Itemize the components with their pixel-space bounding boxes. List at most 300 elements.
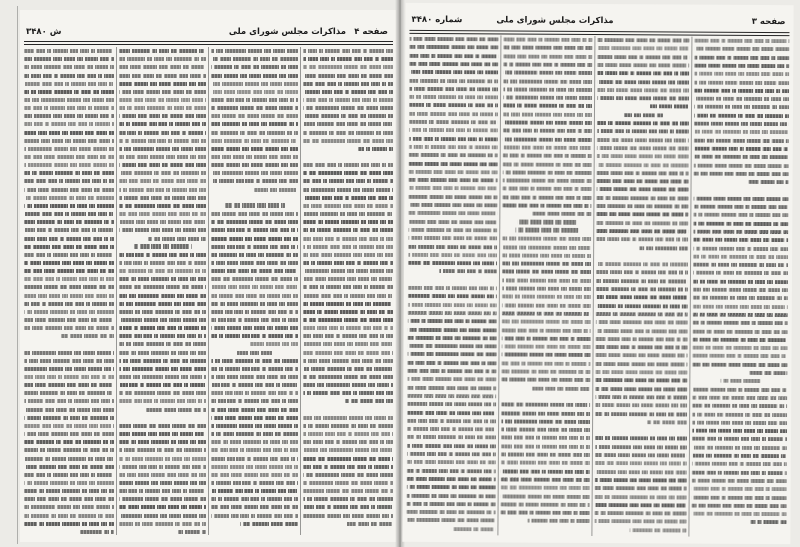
text-line	[119, 505, 206, 509]
text-line	[629, 528, 686, 532]
text-line	[211, 318, 298, 322]
text-line	[409, 70, 498, 75]
text-line	[694, 146, 789, 151]
text-line	[211, 448, 298, 452]
text-line	[211, 497, 298, 501]
text-line	[303, 285, 393, 289]
text-line	[692, 404, 787, 409]
text-line	[211, 220, 298, 224]
text-line	[408, 327, 497, 332]
text-line	[24, 310, 114, 314]
text-line	[597, 88, 689, 93]
text-line	[692, 512, 787, 517]
text-line	[408, 319, 497, 324]
text-line	[119, 163, 206, 167]
text-line	[211, 74, 298, 78]
text-line	[24, 375, 114, 379]
text-line	[24, 424, 114, 428]
text-column	[406, 35, 498, 536]
text-line	[24, 204, 114, 208]
text-line	[693, 229, 788, 234]
text-line	[303, 82, 393, 86]
text-line	[303, 122, 393, 126]
text-line	[119, 497, 206, 501]
text-line	[694, 63, 789, 68]
text-line	[303, 351, 393, 355]
text-line	[303, 106, 393, 110]
text-line	[119, 90, 206, 94]
text-line	[24, 326, 114, 330]
text-line	[119, 522, 206, 526]
text-line	[502, 303, 591, 308]
text-line	[693, 337, 788, 342]
text-line	[303, 383, 393, 387]
text-line	[24, 82, 114, 86]
text-line	[595, 378, 687, 383]
text-line	[597, 46, 689, 51]
text-line	[211, 416, 298, 420]
text-line	[303, 196, 393, 200]
text-line	[595, 461, 687, 466]
text-line	[119, 171, 206, 175]
text-line	[24, 481, 114, 485]
text-line	[303, 318, 393, 322]
text-line	[409, 161, 498, 166]
text-line	[24, 171, 114, 175]
text-line	[119, 131, 206, 135]
text-line	[119, 261, 206, 265]
text-line	[148, 237, 206, 241]
text-line	[409, 62, 498, 67]
text-line	[649, 105, 689, 109]
text-line	[408, 228, 497, 233]
text-line	[24, 65, 114, 69]
text-line	[119, 196, 206, 200]
text-line	[502, 262, 591, 267]
text-line	[119, 375, 206, 379]
text-line	[694, 105, 789, 110]
text-line	[119, 440, 206, 444]
text-line	[303, 179, 393, 183]
text-line	[502, 270, 591, 275]
text-line	[24, 440, 114, 444]
text-line	[595, 503, 687, 508]
text-column	[303, 47, 393, 547]
text-line	[693, 304, 788, 309]
text-line	[597, 162, 689, 167]
text-line	[693, 205, 788, 210]
section-heading	[515, 228, 578, 233]
text-line	[303, 334, 393, 338]
text-line	[119, 432, 206, 436]
text-line	[119, 228, 206, 232]
text-line	[501, 428, 590, 433]
text-line	[303, 359, 393, 363]
text-line	[24, 196, 114, 200]
text-line	[303, 432, 393, 436]
text-line	[409, 145, 498, 150]
text-line	[503, 162, 592, 167]
text-line	[24, 294, 114, 298]
text-line	[119, 179, 206, 183]
text-line	[303, 49, 393, 53]
text-line	[596, 295, 688, 300]
text-line	[647, 420, 687, 424]
text-line	[408, 302, 497, 307]
text-line	[502, 345, 591, 350]
text-line	[502, 286, 591, 291]
text-line	[119, 65, 206, 69]
text-line	[407, 485, 496, 490]
text-line	[24, 514, 114, 518]
text-line	[595, 511, 687, 516]
text-line	[119, 351, 206, 355]
text-line	[693, 213, 788, 218]
text-line	[453, 527, 495, 531]
text-line	[409, 103, 498, 108]
text-line	[119, 367, 206, 371]
text-line	[501, 361, 590, 366]
text-line	[211, 269, 298, 273]
text-line	[24, 114, 114, 118]
text-line	[346, 522, 393, 526]
centered-line	[624, 113, 663, 117]
text-line	[693, 221, 788, 226]
text-line	[502, 295, 591, 300]
text-line	[211, 106, 298, 110]
text-line	[24, 277, 114, 281]
section-heading	[134, 244, 192, 249]
text-line	[501, 444, 590, 449]
text-line	[211, 237, 298, 241]
text-line	[303, 497, 393, 501]
text-line	[211, 57, 298, 61]
text-line	[303, 65, 393, 69]
text-line	[596, 337, 688, 342]
text-column	[119, 47, 206, 547]
text-line	[597, 154, 689, 159]
text-line	[303, 375, 393, 379]
text-line	[694, 171, 789, 176]
text-line	[502, 278, 591, 283]
text-line	[119, 457, 206, 461]
text-line	[119, 204, 206, 208]
text-line	[303, 261, 393, 265]
text-line	[119, 302, 206, 306]
issue-number: ش ۳۴۸۰	[26, 27, 62, 37]
text-line	[596, 212, 688, 217]
text-line	[596, 287, 688, 292]
text-line	[692, 470, 787, 475]
text-line	[409, 53, 498, 58]
text-line	[211, 122, 298, 126]
text-column	[211, 47, 298, 547]
text-line	[408, 211, 497, 216]
text-line	[24, 505, 114, 509]
text-line	[694, 72, 789, 77]
text-line	[303, 114, 393, 118]
text-line	[532, 212, 591, 216]
text-line	[692, 420, 787, 425]
text-line	[211, 432, 298, 436]
text-line	[597, 79, 689, 84]
text-line	[749, 180, 789, 184]
left-page-header	[20, 10, 396, 40]
text-line	[24, 522, 114, 526]
text-line	[303, 505, 393, 509]
text-line	[24, 163, 114, 167]
scan-edge	[17, 6, 18, 544]
text-line	[119, 391, 206, 395]
centered-line	[236, 351, 273, 355]
text-line	[24, 473, 114, 477]
text-line	[408, 253, 497, 258]
text-line	[407, 444, 496, 449]
text-line	[211, 481, 298, 485]
text-line	[303, 188, 393, 192]
text-line	[596, 237, 688, 242]
text-line	[409, 112, 498, 117]
text-line	[503, 79, 592, 84]
text-line	[119, 318, 206, 322]
text-line	[595, 353, 687, 358]
text-line	[211, 261, 298, 265]
text-line	[597, 146, 689, 151]
text-line	[503, 120, 592, 125]
text-line	[24, 74, 114, 78]
text-line	[409, 120, 498, 125]
text-line	[119, 285, 206, 289]
text-line	[595, 436, 687, 441]
text-line	[408, 311, 497, 316]
text-line	[24, 391, 114, 395]
text-line	[502, 203, 591, 208]
text-line	[303, 90, 393, 94]
text-line	[24, 147, 114, 151]
text-line	[211, 514, 298, 518]
text-line	[303, 245, 393, 249]
text-line	[303, 310, 393, 314]
text-line	[211, 359, 298, 363]
text-line	[119, 424, 206, 428]
text-line	[24, 489, 114, 493]
text-line	[503, 54, 592, 59]
text-line	[694, 155, 789, 160]
text-line	[503, 170, 592, 175]
text-line	[211, 163, 298, 167]
text-line	[119, 139, 206, 143]
text-line	[596, 221, 688, 226]
text-line	[24, 457, 114, 461]
text-line	[211, 391, 298, 395]
text-line	[594, 519, 686, 524]
text-line	[595, 370, 687, 375]
text-line	[597, 55, 689, 60]
text-line	[24, 261, 114, 265]
text-line	[692, 437, 787, 442]
text-line	[406, 518, 495, 523]
text-line	[407, 369, 496, 374]
text-line	[119, 399, 206, 403]
text-line	[119, 277, 206, 281]
text-line	[303, 367, 393, 371]
text-line	[501, 369, 590, 374]
text-line	[119, 106, 206, 110]
text-line	[119, 269, 206, 273]
text-line	[409, 128, 498, 133]
text-line	[24, 106, 114, 110]
left-page	[20, 10, 396, 542]
text-line	[345, 399, 393, 403]
text-line	[692, 429, 787, 434]
text-line	[211, 49, 298, 53]
text-line	[595, 387, 687, 392]
text-line	[595, 486, 687, 491]
text-line	[693, 246, 788, 251]
text-line	[24, 155, 114, 159]
text-line	[503, 62, 592, 67]
text-line	[501, 477, 590, 482]
text-line	[119, 74, 206, 78]
text-line	[146, 408, 206, 412]
text-column	[594, 36, 689, 537]
text-line	[119, 465, 206, 469]
text-line	[502, 245, 591, 250]
text-line	[24, 220, 114, 224]
text-line	[692, 487, 787, 492]
text-line	[24, 448, 114, 452]
text-line	[595, 453, 687, 458]
text-line	[119, 98, 206, 102]
text-line	[597, 171, 689, 176]
text-line	[503, 179, 592, 184]
centered-line	[720, 379, 760, 383]
text-line	[749, 371, 787, 375]
text-line	[527, 519, 589, 523]
text-line	[503, 71, 592, 76]
text-line	[211, 212, 298, 216]
text-line	[119, 310, 206, 314]
text-line	[408, 195, 497, 200]
text-line	[119, 489, 206, 493]
text-line	[407, 510, 496, 515]
text-line	[24, 408, 114, 412]
text-line	[694, 39, 789, 44]
text-line	[408, 261, 497, 266]
text-column	[24, 47, 114, 547]
text-line	[596, 196, 688, 201]
text-line	[211, 179, 298, 183]
right-page	[402, 3, 793, 544]
text-line	[303, 98, 393, 102]
text-line	[694, 80, 789, 85]
text-line	[595, 470, 687, 475]
text-line	[502, 195, 591, 200]
text-line	[693, 254, 788, 259]
text-line	[24, 367, 114, 371]
text-line	[119, 57, 206, 61]
text-line	[303, 131, 393, 135]
text-line	[211, 65, 298, 69]
text-line	[409, 45, 498, 50]
text-line	[211, 440, 298, 444]
text-line	[24, 269, 114, 273]
text-line	[24, 465, 114, 469]
text-line	[119, 448, 206, 452]
text-line	[24, 131, 114, 135]
text-line	[502, 328, 591, 333]
text-line	[211, 98, 298, 102]
text-line	[24, 497, 114, 501]
text-line	[407, 493, 496, 498]
text-line	[595, 411, 687, 416]
text-line	[408, 286, 497, 291]
text-line	[597, 71, 689, 76]
text-line	[24, 139, 114, 143]
text-line	[409, 178, 498, 183]
text-line	[24, 253, 114, 257]
text-line	[501, 461, 590, 466]
text-line	[503, 137, 592, 142]
text-line	[407, 452, 496, 457]
text-line	[407, 435, 496, 440]
text-line	[692, 462, 787, 467]
text-line	[597, 121, 689, 126]
text-line	[694, 97, 789, 102]
text-line	[119, 342, 206, 346]
text-line	[119, 514, 206, 518]
text-line	[409, 136, 498, 141]
text-line	[211, 375, 298, 379]
text-line	[303, 294, 393, 298]
text-line	[303, 473, 393, 477]
text-line	[694, 122, 789, 127]
text-line	[596, 262, 688, 267]
text-line	[501, 511, 590, 516]
text-line	[211, 489, 298, 493]
text-line	[595, 494, 687, 499]
text-line	[501, 452, 590, 457]
text-line	[211, 424, 298, 428]
text-line	[408, 244, 497, 249]
text-line	[503, 129, 592, 134]
text-line	[119, 82, 206, 86]
text-line	[211, 147, 298, 151]
text-line	[693, 238, 788, 243]
text-line	[692, 454, 787, 459]
text-line	[24, 432, 114, 436]
text-line	[24, 416, 114, 420]
text-line	[694, 163, 789, 168]
text-line	[119, 473, 206, 477]
text-line	[119, 294, 206, 298]
text-line	[597, 96, 689, 101]
text-line	[178, 530, 206, 534]
text-line	[24, 98, 114, 102]
text-line	[503, 145, 592, 150]
text-line	[303, 204, 393, 208]
text-line	[503, 112, 592, 117]
text-line	[692, 412, 787, 417]
text-line	[503, 46, 592, 51]
text-line	[211, 465, 298, 469]
text-line	[596, 312, 688, 317]
text-line	[501, 486, 590, 491]
column-rule	[116, 47, 117, 535]
text-line	[407, 468, 496, 473]
text-line	[303, 228, 393, 232]
text-line	[407, 385, 496, 390]
